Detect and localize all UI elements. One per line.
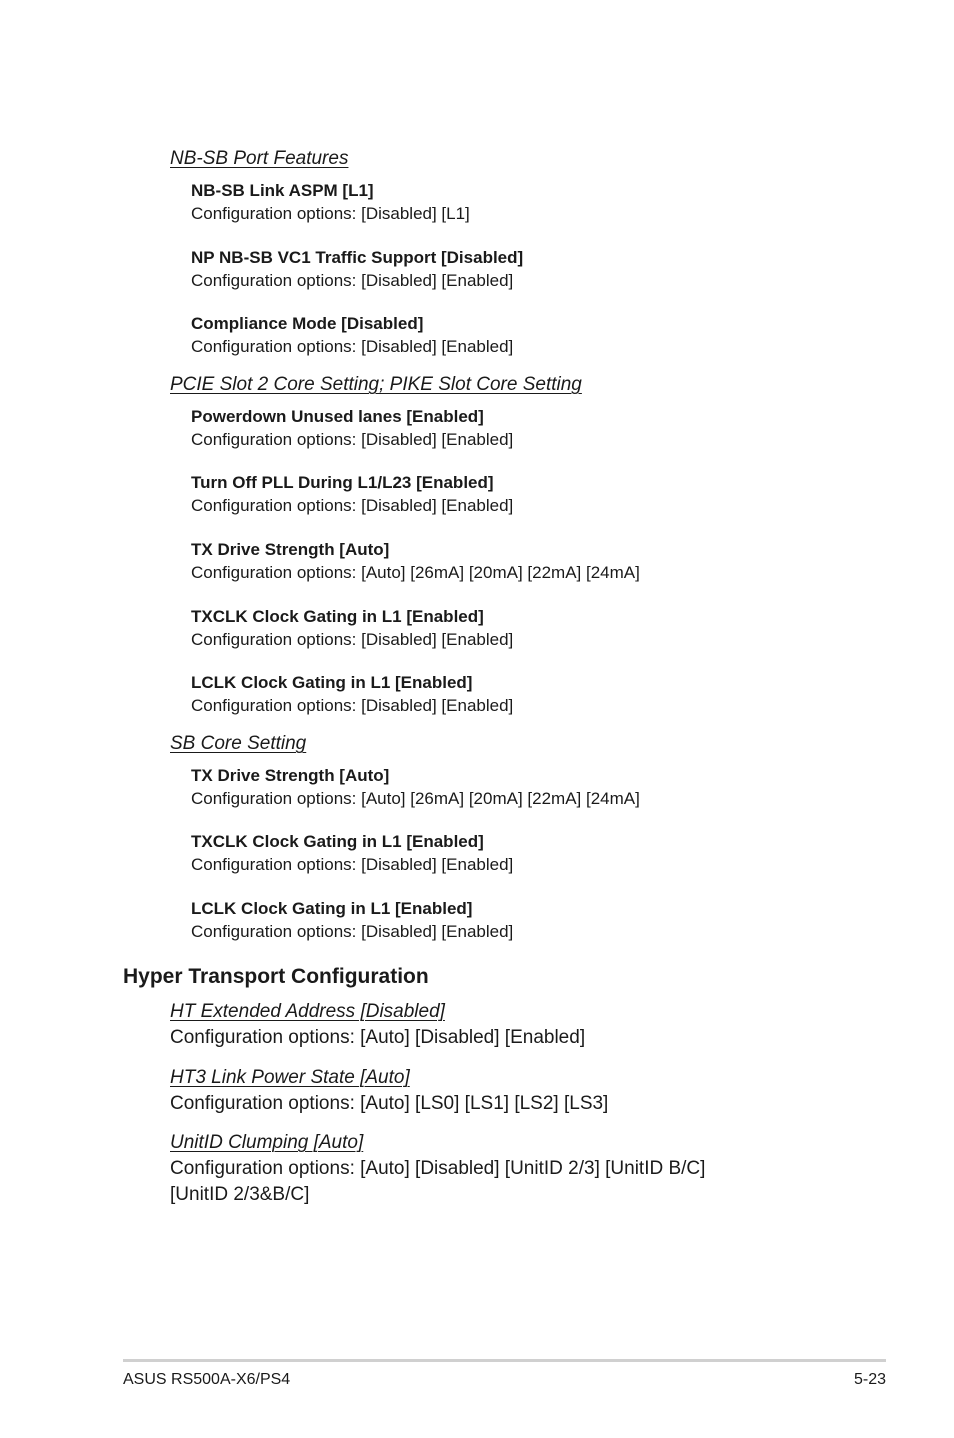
section-title-pcie-slot-core: PCIE Slot 2 Core Setting; PIKE Slot Core Setting [170, 374, 582, 395]
ht-item-title-link-power-state: HT3 Link Power State [Auto] [170, 1067, 410, 1088]
footer-page-number: 5-23 [853, 1371, 886, 1388]
item-options-tx-drive-strength: Configuration options: [Auto] [26mA] [20mA] [22mA] [24mA] [191, 563, 640, 582]
item-title-txclk-clock-gating: TXCLK Clock Gating in L1 [Enabled] [191, 607, 484, 626]
item-options-np-nb-sb-vc1: Configuration options: [Disabled] [Enabled] [191, 271, 514, 290]
item-title-turn-off-pll: Turn Off PLL During L1/L23 [Enabled] [191, 473, 494, 492]
item-options-turn-off-pll: Configuration options: [Disabled] [Enabled] [191, 496, 514, 515]
item-title-tx-drive-strength: TX Drive Strength [Auto] [191, 540, 390, 559]
ht-item-title-extended-address: HT Extended Address [Disabled] [170, 1001, 445, 1022]
item-options-sb-lclk-clock-gating: Configuration options: [Disabled] [Enabled] [191, 922, 514, 941]
heading-hyper-transport: Hyper Transport Configuration [123, 965, 429, 988]
item-options-nb-sb-link-aspm: Configuration options: [Disabled] [L1] [191, 204, 470, 223]
item-options-powerdown-unused-lanes: Configuration options: [Disabled] [Enabled] [191, 430, 514, 449]
item-title-nb-sb-link-aspm: NB-SB Link ASPM [L1] [191, 181, 374, 200]
ht-item-options-link-power-state: Configuration options: [Auto] [LS0] [LS1] [LS2] [LS3] [170, 1093, 609, 1114]
item-title-sb-tx-drive-strength: TX Drive Strength [Auto] [191, 766, 390, 785]
footer-divider [123, 1359, 886, 1362]
item-options-txclk-clock-gating: Configuration options: [Disabled] [Enabled] [191, 630, 514, 649]
item-options-sb-tx-drive-strength: Configuration options: [Auto] [26mA] [20mA] [22mA] [24mA] [191, 789, 640, 808]
section-title-nb-sb-port-features: NB-SB Port Features [170, 148, 349, 169]
item-options-lclk-clock-gating: Configuration options: [Disabled] [Enabled] [191, 696, 514, 715]
ht-item-options-unitid-clumping: Configuration options: [Auto] [Disabled] [UnitID 2/3] [UnitID B/C] [170, 1158, 706, 1179]
ht-item-title-unitid-clumping: UnitID Clumping [Auto] [170, 1132, 364, 1153]
item-title-compliance-mode: Compliance Mode [Disabled] [191, 314, 424, 333]
section-title-sb-core-setting: SB Core Setting [170, 733, 307, 754]
item-title-sb-lclk-clock-gating: LCLK Clock Gating in L1 [Enabled] [191, 899, 473, 918]
item-options-sb-txclk-clock-gating: Configuration options: [Disabled] [Enabled] [191, 855, 514, 874]
ht-item-options-extended-address: Configuration options: [Auto] [Disabled] [Enabled] [170, 1027, 586, 1048]
item-title-lclk-clock-gating: LCLK Clock Gating in L1 [Enabled] [191, 673, 473, 692]
item-title-sb-txclk-clock-gating: TXCLK Clock Gating in L1 [Enabled] [191, 832, 484, 851]
footer-product-name: ASUS RS500A-X6/PS4 [123, 1371, 291, 1388]
item-title-powerdown-unused-lanes: Powerdown Unused lanes [Enabled] [191, 407, 484, 426]
ht-item-options-unitid-clumping-line2: [UnitID 2/3&B/C] [170, 1184, 310, 1205]
item-options-compliance-mode: Configuration options: [Disabled] [Enabled] [191, 337, 514, 356]
item-title-np-nb-sb-vc1: NP NB-SB VC1 Traffic Support [Disabled] [191, 248, 524, 267]
